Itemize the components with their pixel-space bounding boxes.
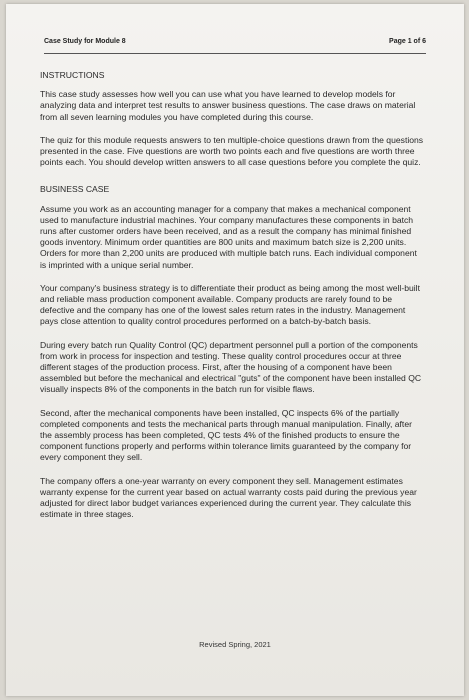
instructions-paragraph-1: This case study assesses how well you can use what you have learned to develop models for analyzing data and interpret test results to answer business questions. The case draws on material from all seven learning modules you have completed during this course. <box>40 89 416 122</box>
instructions-heading: INSTRUCTIONS <box>40 70 105 80</box>
business-case-paragraph-3: During every batch run Quality Control (QC) department personnel pull a portion of the components from work in process for inspection and testing. These quality control procedures occur at three different stages of the production process. First, after the housing of a component have been assembled but before the mechanical and electrical "guts" of the component have been installed QC visually inspects 8% of the components in the batch run for visible flaws. <box>40 339 422 395</box>
instructions-paragraph-2: The quiz for this module requests answers to ten multiple-choice questions drawn from the questions presented in the case. Five questions are worth two points each and five questions are worth three points each. You should develop written answers to all case questions before you complete the quiz. <box>40 134 424 168</box>
document-title: Case Study for Module 8 <box>44 38 126 45</box>
business-case-heading: BUSINESS CASE <box>40 184 110 195</box>
revision-note: Revised Spring, 2021 <box>199 640 271 649</box>
document-body <box>40 70 424 533</box>
page-number: Page 1 of 6 <box>389 38 426 45</box>
business-case-paragraph-4: Second, after the mechanical components have been installed, QC inspects 6% of the partially completed components and tests the mechanical parts through manual manipulation. Finally, after the assembly process has been completed, QC tests 4% of the finished products to ensure the component functions properly and performs within tolerance limits guaranteed by the company for every component they sell. <box>40 407 412 463</box>
business-case-paragraph-2: Your company's business strategy is to differentiate their product as being among the most well-built and reliable mass production component available. Company products are rarely found to be defective and the company has one of the lowest sales return rates in the industry. Management pays close attention to quality control procedures performed on a batch-by-batch basis. <box>40 282 420 327</box>
business-case-paragraph-5: The company offers a one-year warranty on every component they sell. Management estimates warranty expense for the current year based on actual warranty costs paid during the previous year adjusted for direct labor budget variances experienced during the current year. They calculate this estimate in three stages. <box>40 475 417 520</box>
document-page <box>6 4 464 696</box>
header-divider <box>44 53 426 54</box>
page-header <box>44 38 426 52</box>
business-case-paragraph-1: Assume you work as an accounting manager for a company that makes a mechanical component used to manufacture industrial machines. Your company manufactures these components in batch runs after customer orders have been received, and as a result the company has minimal finished goods inventory. Minimum order quantities are 800 units and maximum batch size is 2,200 units. Orders for more than 2,200 units are produced with multiple batch runs. Each individual component is imprinted with a unique serial number. <box>40 203 417 270</box>
